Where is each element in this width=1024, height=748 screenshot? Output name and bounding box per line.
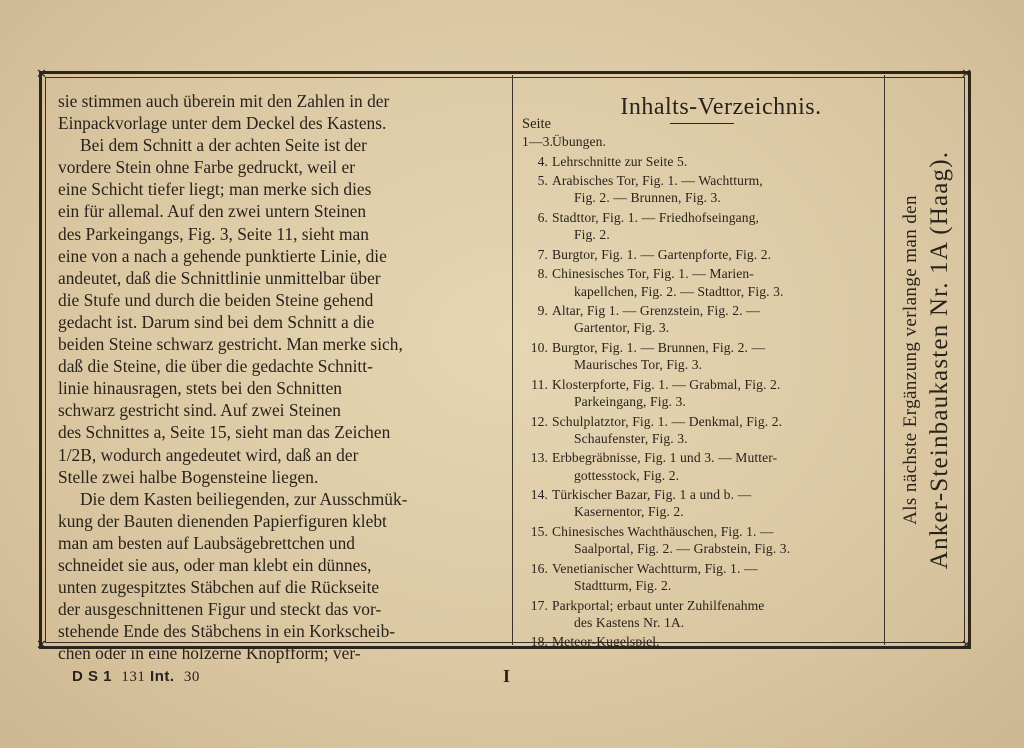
body-text-line: stehende Ende des Stäbchens in ein Korkscheib- [58, 621, 396, 642]
toc-entry-page: 9. [537, 303, 548, 319]
corner-ornament-top-right: ✕ [961, 67, 972, 82]
toc-seite-label: Seite [522, 116, 551, 132]
body-text-line: linie hinausragen, stets bei den Schnitten [58, 378, 342, 399]
toc-entry-text [552, 246, 880, 263]
toc-entry-page: 11. [531, 376, 548, 392]
toc-entry-line: Parkeingang, Fig. 3. [574, 393, 686, 409]
toc-entry [522, 560, 880, 594]
body-text-column [58, 90, 504, 664]
print-code [72, 668, 200, 686]
toc-entry-page: 4. [537, 153, 548, 169]
toc-entry-line: Venetianischer Wachtturm, Fig. 1. — [552, 560, 758, 576]
toc-entry-page: 5. [537, 173, 548, 189]
body-text-line: daß die Steine, die über die gedachte Schnitt- [58, 356, 373, 377]
body-text-line: Bei dem Schnitt a der achten Seite ist der [80, 135, 367, 156]
body-text-line: man am besten auf Laubsägebrettchen und [58, 532, 355, 553]
toc-entries [522, 133, 880, 653]
corner-ornament-bottom-left: ✕ [36, 638, 47, 653]
side-note-line-2: Anker-Steinbaukasten Nr. 1A (Haag). [926, 150, 953, 570]
body-text-line: eine Schicht tiefer liegt; man merke sich dies [58, 179, 372, 200]
toc-entry-line: gottesstock, Fig. 2. [574, 467, 680, 483]
toc-entry-line: Klosterpforte, Fig. 1. — Grabmal, Fig. 2. [552, 376, 781, 392]
toc-entry-page: 1—3. [522, 134, 553, 149]
toc-entry [522, 209, 880, 243]
toc-entry-line: Altar, Fig 1. — Grenzstein, Fig. 2. — [552, 303, 760, 319]
toc-entry-page: 13. [530, 450, 548, 466]
toc-entry-text [552, 153, 880, 170]
column-divider-right [884, 75, 885, 645]
body-text-line: 1/2B, wodurch angedeutet wird, daß an der [58, 444, 359, 465]
body-text-line: Einpackvorlage unter dem Deckel des Kastens. [58, 113, 387, 134]
toc-entry-line: Fig. 2. [574, 227, 610, 243]
body-text-line: schneidet sie aus, oder man klebt ein dünnes, [58, 554, 372, 575]
toc-entry-text [552, 486, 880, 520]
toc-entry-page: 10. [530, 339, 548, 355]
column-divider-left [512, 75, 513, 645]
toc-entry [522, 172, 880, 206]
toc-entry-line: Schaufenster, Fig. 3. [574, 430, 688, 446]
body-text-line: chen oder in eine hölzerne Knopfform; ver- [58, 643, 361, 664]
body-text-line: unten zugespitztes Stäbchen auf die Rückseite [58, 577, 380, 598]
toc-entry-page: 14. [530, 487, 548, 503]
toc-entry-text [552, 265, 880, 299]
toc-entry-line: Burgtor, Fig. 1. — Brunnen, Fig. 2. — [552, 339, 766, 355]
toc-entry [522, 523, 880, 557]
toc-entry-page: 6. [537, 209, 548, 225]
body-text-line: eine von a nach a gehende punktierte Linie, die [58, 245, 387, 266]
toc-entry-page: 12. [530, 413, 548, 429]
toc-entry-line: Übungen. [552, 134, 607, 149]
body-text-line: beiden Steine schwarz gestricht. Man merke sich, [58, 334, 403, 355]
toc-entry-line: Erbbegräbnisse, Fig. 1 und 3. — Mutter- [552, 450, 778, 466]
toc-entry-text [552, 633, 880, 650]
toc-entry [522, 486, 880, 520]
side-note [898, 151, 956, 569]
toc-entry-line: Türkischer Bazar, Fig. 1 a und b. — [552, 487, 752, 503]
toc-entry [522, 413, 880, 447]
corner-ornament-bottom-right: ✕ [961, 638, 972, 653]
toc-entry-line: Lehrschnitte zur Seite 5. [552, 153, 688, 169]
toc-entry-text [552, 449, 880, 483]
toc-entry-line: Meteor-Kugelspiel. [552, 634, 660, 650]
toc-entry-line: Gartentor, Fig. 3. [574, 320, 670, 336]
toc-entry-line: Saalportal, Fig. 2. — Grabstein, Fig. 3. [574, 541, 791, 557]
body-text-line: des Parkeingangs, Fig. 3, Seite 11, sieht man [58, 223, 369, 244]
page-number: I [503, 666, 511, 686]
toc-entry-line: Burgtor, Fig. 1. — Gartenpforte, Fig. 2. [552, 246, 772, 262]
side-note-panel [886, 75, 968, 645]
toc-entry-page: 17. [530, 597, 548, 613]
toc-entry [522, 633, 880, 650]
toc-entry [522, 133, 880, 150]
toc-entry [522, 339, 880, 373]
toc-entry-line: Parkportal; erbaut unter Zuhilfenahme [552, 597, 765, 613]
print-code-int: Int. [150, 668, 175, 685]
body-text-line: Die dem Kasten beiliegenden, zur Ausschmük- [80, 488, 408, 509]
toc-entry-line: Kasernentor, Fig. 2. [574, 504, 684, 520]
toc-entry-text [552, 172, 880, 206]
body-text-line: gedacht ist. Darum sind bei dem Schnitt a die [58, 311, 375, 332]
toc-entry-line: Schulplatztor, Fig. 1. — Denkmal, Fig. 2. [552, 413, 783, 429]
toc-entry-line: Chinesisches Tor, Fig. 1. — Marien- [552, 266, 754, 282]
print-code-series: D S 1 [72, 668, 113, 685]
body-text-line: der ausgeschnittenen Figur und steckt das vor- [58, 599, 382, 620]
toc-entry-text [552, 597, 880, 631]
toc-entry [522, 302, 880, 336]
toc-entry-line: Stadtturm, Fig. 2. [574, 577, 672, 593]
toc-entry [522, 376, 880, 410]
toc-entry-text [552, 413, 880, 447]
toc-entry [522, 246, 880, 263]
toc-entry-text [552, 523, 880, 557]
print-code-number: 131 [121, 669, 146, 685]
body-text-line: des Schnittes a, Seite 15, sieht man das Zeichen [58, 422, 391, 443]
toc-entry [522, 265, 880, 299]
table-of-contents [522, 90, 880, 653]
body-text-line: andeutet, daß die Schnittlinie unmittelbar über [58, 267, 381, 288]
toc-entry-page: 15. [530, 523, 548, 539]
toc-entry-line: Stadttor, Fig. 1. — Friedhofseingang, [552, 209, 760, 225]
side-note-line-1: Als nächste Ergänzung verlange man den [900, 195, 921, 525]
toc-entry-line: des Kastens Nr. 1A. [574, 614, 685, 630]
toc-entry-page: 7. [537, 246, 548, 262]
toc-entry-text [552, 133, 880, 150]
body-text-line: ein für allemal. Auf den zwei untern Steinen [58, 201, 367, 222]
toc-entry [522, 153, 880, 170]
toc-entry-line: kapellchen, Fig. 2. — Stadttor, Fig. 3. [574, 283, 784, 299]
toc-entry-line: Maurisches Tor, Fig. 3. [574, 357, 703, 373]
toc-entry-text [552, 560, 880, 594]
toc-entry-text [552, 209, 880, 243]
body-text-line: kung der Bauten dienenden Papierfiguren klebt [58, 510, 387, 531]
toc-entry-page: 18. [530, 634, 548, 650]
body-text-line: vordere Stein ohne Farbe gedruckt, weil er [58, 157, 355, 178]
toc-entry-text [552, 302, 880, 336]
corner-ornament-top-left: ✕ [36, 67, 47, 82]
toc-entry-text [552, 339, 880, 373]
print-code-year: 30 [183, 669, 200, 685]
toc-entry-page: 16. [530, 560, 548, 576]
body-text-line: die Stufe und durch die beiden Steine gehend [58, 289, 374, 310]
body-text-line: Stelle zwei halbe Bogensteine liegen. [58, 466, 319, 487]
toc-entry-line: Arabisches Tor, Fig. 1. — Wachtturm, [552, 173, 763, 189]
toc-entry-line: Chinesisches Wachthäuschen, Fig. 1. — [552, 523, 774, 539]
toc-entry-text [552, 376, 880, 410]
toc-title: Inhalts-Verzeichnis. [620, 94, 822, 120]
toc-entry-page: 8. [537, 266, 548, 282]
toc-entry [522, 449, 880, 483]
toc-entry [522, 597, 880, 631]
body-text-line: schwarz gestricht sind. Auf zwei Steinen [58, 400, 342, 421]
body-text-line: sie stimmen auch überein mit den Zahlen in der [58, 91, 390, 111]
toc-entry-line: Fig. 2. — Brunnen, Fig. 3. [574, 190, 721, 206]
